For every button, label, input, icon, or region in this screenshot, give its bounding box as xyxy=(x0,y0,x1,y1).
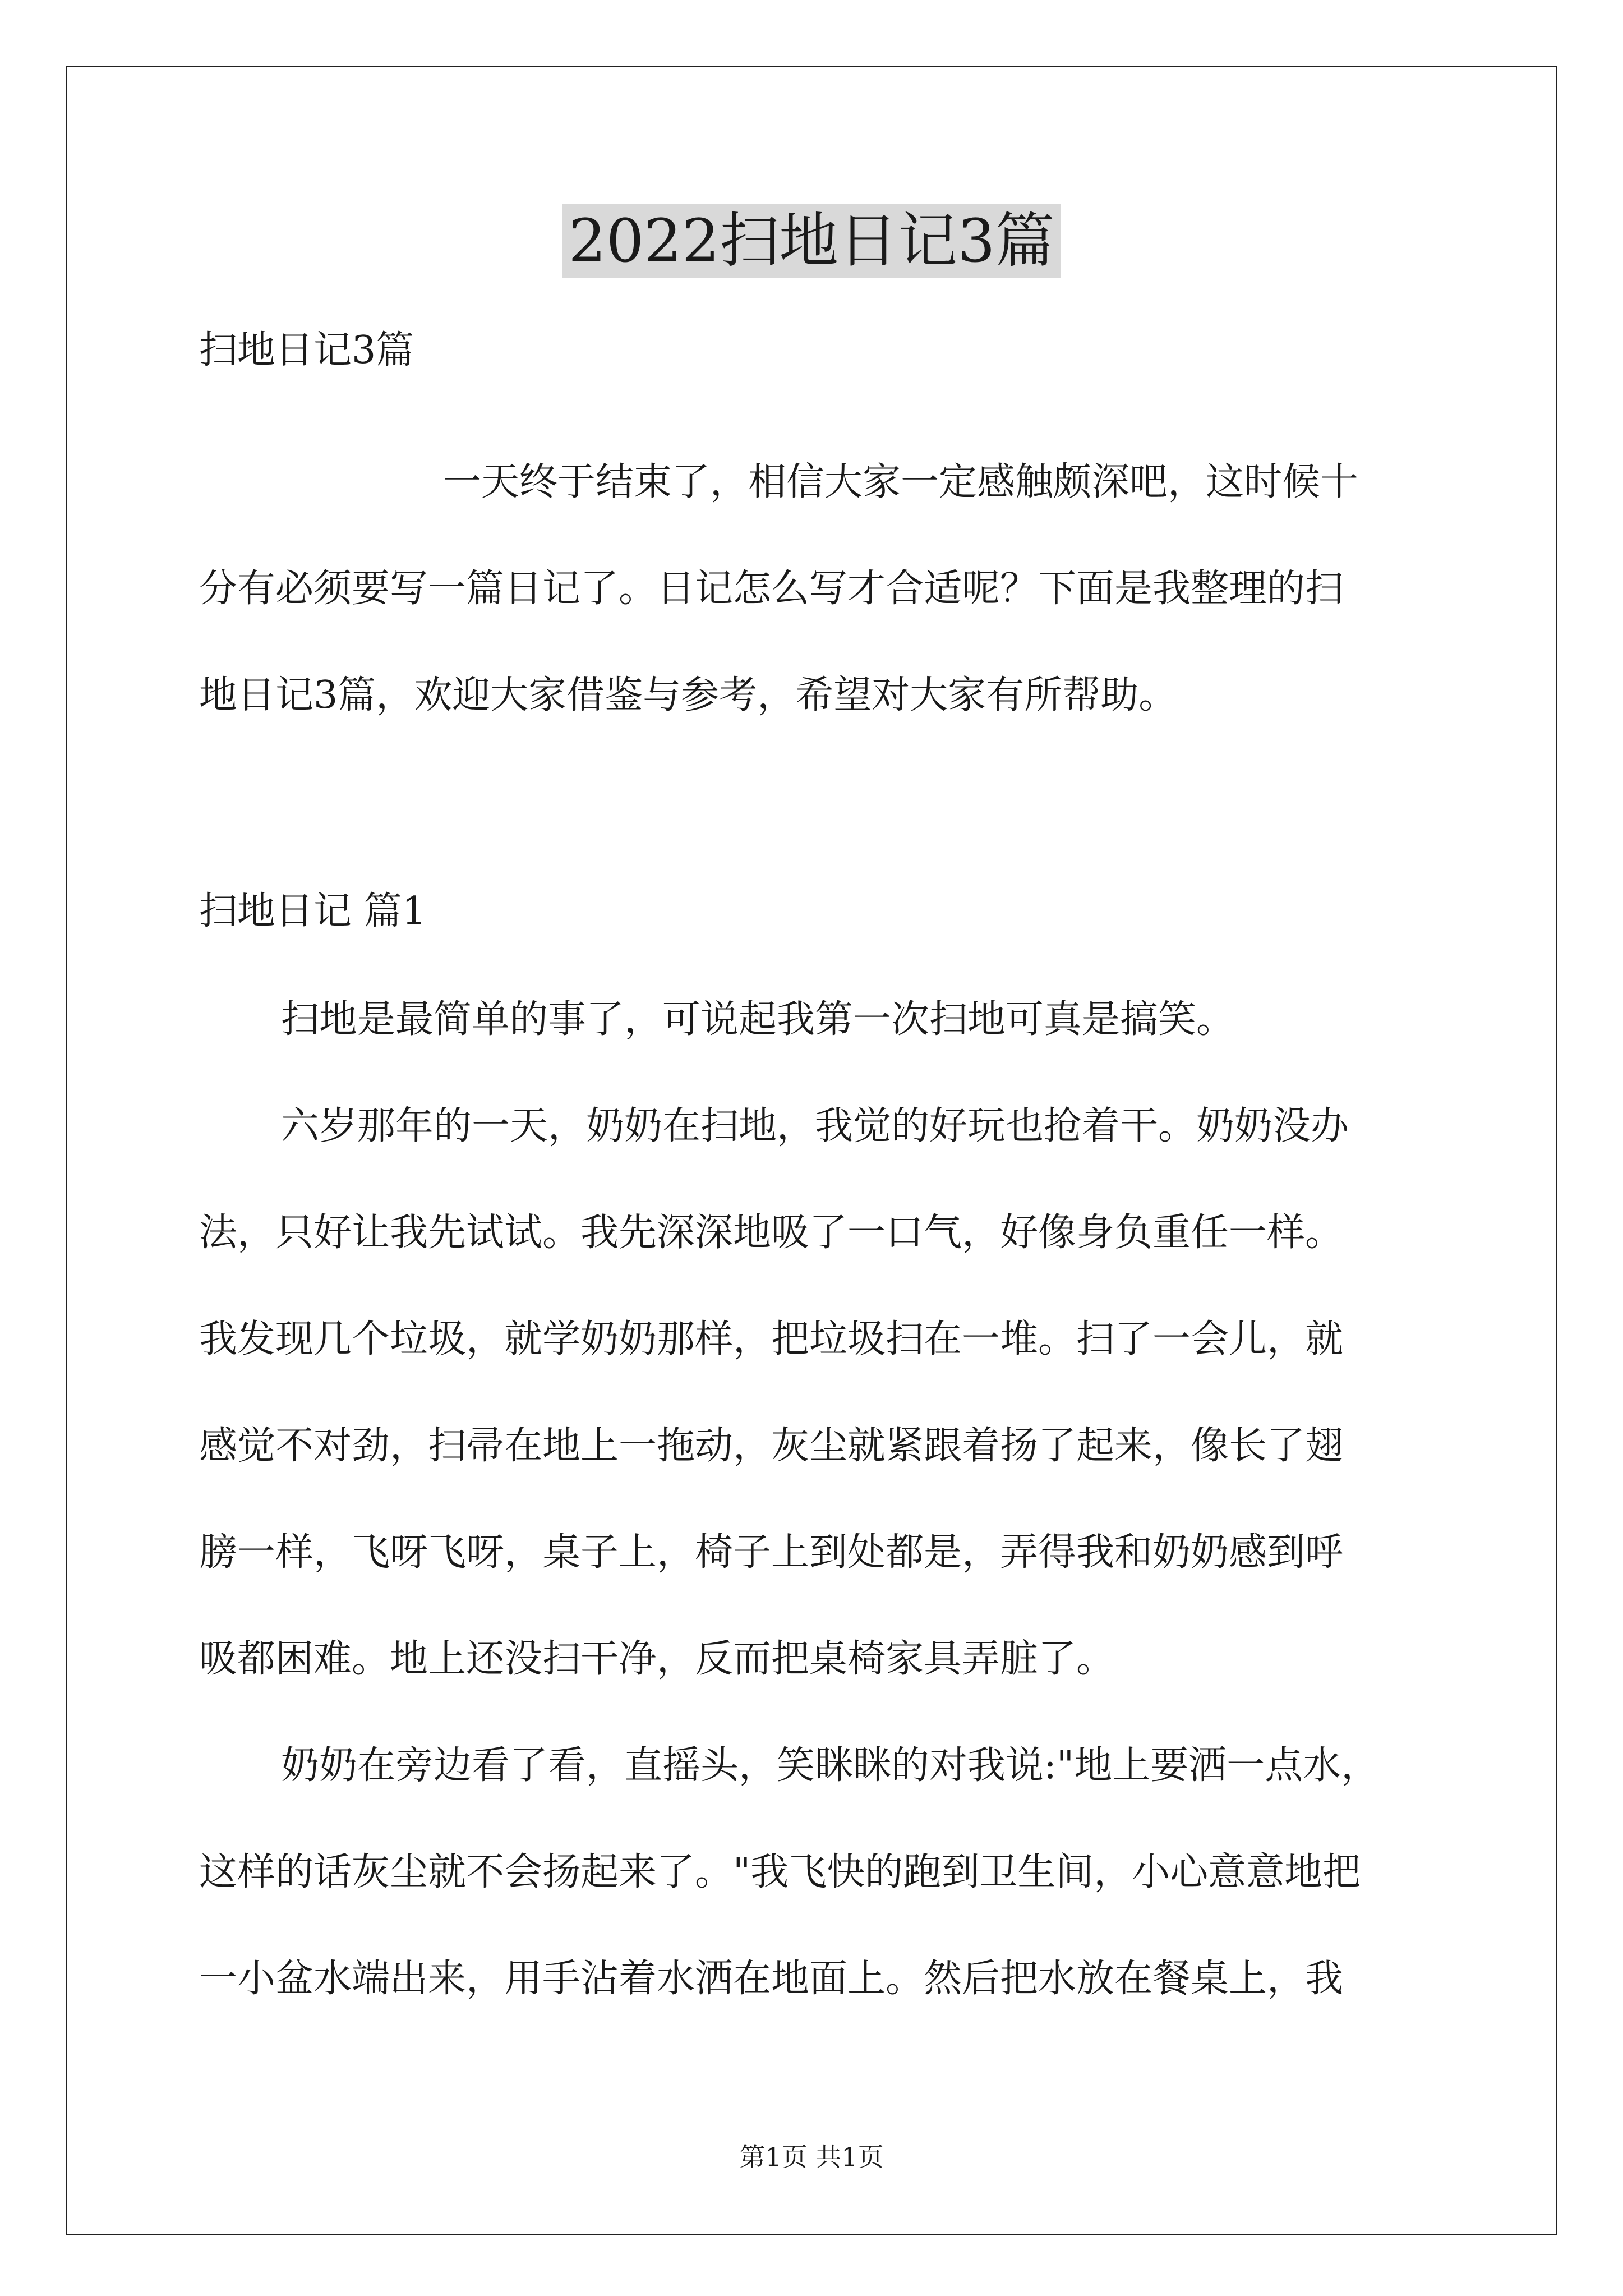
section-heading: 扫地日记 篇1 xyxy=(199,889,426,933)
paragraph-2-line-4: 感觉不对劲，扫帚在地上一拖动，灰尘就紧跟着扬了起来，像长了翅 xyxy=(199,1424,1344,1468)
paragraph-2-line-5: 膀一样，飞呀飞呀，桌子上，椅子上到处都是，弄得我和奶奶感到呼 xyxy=(199,1530,1344,1575)
paragraph-2-line-2: 法，只好让我先试试。我先深深地吸了一口气，好像身负重任一样。 xyxy=(199,1211,1344,1255)
document-title xyxy=(0,199,1623,283)
paragraph-3-line-1: 奶奶在旁边看了看，直摇头，笑眯眯的对我说:"地上要洒一点水， xyxy=(281,1743,1380,1788)
title-text: 2022扫地日记3篇 xyxy=(562,204,1060,278)
paragraph-3-line-3: 一小盆水端出来，用手沾着水洒在地面上。然后把水放在餐桌上，我 xyxy=(199,1957,1344,2001)
intro-line-2: 分有必须要写一篇日记了。日记怎么写才合适呢？下面是我整理的扫 xyxy=(199,567,1344,611)
paragraph-2-line-3: 我发现几个垃圾，就学奶奶那样，把垃圾扫在一堆。扫了一会儿，就 xyxy=(199,1317,1344,1361)
paragraph-3-line-2: 这样的话灰尘就不会扬起来了。"我飞快的跑到卫生间，小心意意地把 xyxy=(199,1850,1361,1894)
paragraph-1: 扫地是最简单的事了，可说起我第一次扫地可真是搞笑。 xyxy=(281,997,1235,1042)
paragraph-2-line-6: 吸都困难。地上还没扫干净，反而把桌椅家具弄脏了。 xyxy=(199,1637,1115,1681)
intro-line-3: 地日记3篇，欢迎大家借鉴与参考，希望对大家有所帮助。 xyxy=(199,673,1177,717)
subtitle: 扫地日记3篇 xyxy=(199,328,414,372)
paragraph-2-line-1: 六岁那年的一天，奶奶在扫地，我觉的好玩也抢着干。奶奶没办 xyxy=(281,1104,1349,1148)
page-footer: 第1页 共1页 xyxy=(739,2142,884,2172)
intro-line-1: 一天终于结束了，相信大家一定感触颇深吧，这时候十 xyxy=(443,460,1359,504)
